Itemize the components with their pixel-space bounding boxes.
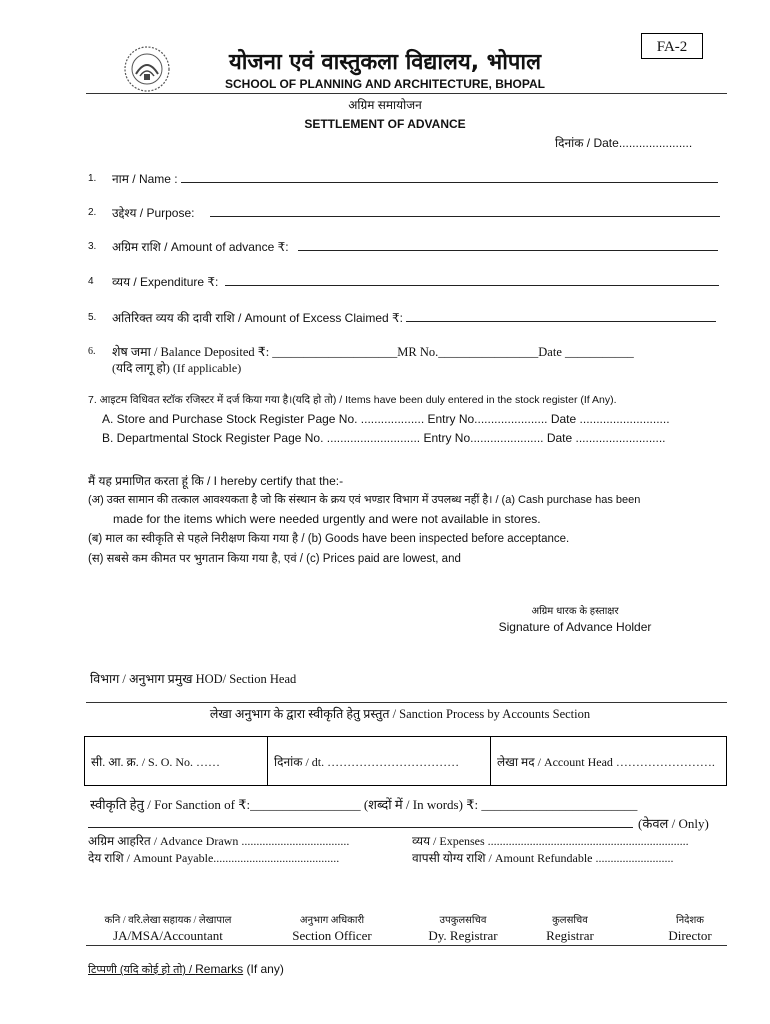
name-field[interactable] bbox=[181, 182, 718, 183]
field-number: 4 bbox=[88, 276, 94, 287]
remarks-suffix: (If any) bbox=[243, 962, 284, 976]
field-number: 6. bbox=[88, 346, 96, 357]
store-stock-register-line[interactable]: A. Store and Purchase Stock Register Page No. ................... Entry No...................... Date ........................... bbox=[102, 412, 670, 426]
signatory-director bbox=[640, 912, 740, 944]
stock-register-statement: 7. आइटम विधिवत स्टॉक रजिस्टर में दर्ज किया गया है।(यदि हो तो) / Items have been duly entered in the stock register (If Any). bbox=[88, 394, 617, 406]
amount-in-words-field[interactable] bbox=[88, 827, 633, 828]
so-number-cell[interactable]: सी. आ. क्र. / S. O. No. …… bbox=[85, 737, 268, 785]
if-applicable-note: (यदि लागू हो) (If applicable) bbox=[112, 361, 242, 375]
remarks-hindi: टिप्पणी (यदि कोई हो तो) / bbox=[88, 964, 196, 976]
field-number: 1. bbox=[88, 173, 97, 184]
departmental-stock-register-line[interactable]: B. Departmental Stock Register Page No. ............................ Entry No...................... Date ........................... bbox=[102, 431, 666, 445]
expenses-field[interactable]: व्यय / Expenses ................................................................... bbox=[412, 834, 689, 848]
certify-item-a-cont: made for the items which were needed urgently and were not available in stores. bbox=[113, 512, 541, 526]
certify-intro: मैं यह प्रमाणित करता हूं कि / I hereby certify that the:- bbox=[88, 474, 344, 488]
certify-item-a: (अ) उक्त सामान की तत्काल आवश्यकता है जो कि संस्थान के क्रय एवं भण्डार विभाग में उपलब्ध नहीं है। / (a) Cash purchase has been bbox=[88, 494, 641, 506]
signatory-section-officer bbox=[272, 912, 392, 944]
remarks-english: Remarks bbox=[195, 962, 244, 976]
signatory-dy-registrar bbox=[408, 912, 518, 944]
purpose-label: उद्देश्य / Purpose: bbox=[112, 206, 195, 220]
sanction-order-table bbox=[84, 736, 727, 786]
field-number: 3. bbox=[88, 241, 97, 252]
header-divider bbox=[86, 93, 727, 94]
advance-drawn-field[interactable]: अग्रिम आहरित / Advance Drawn .................................... bbox=[88, 834, 350, 848]
signatory-english: Section Officer bbox=[292, 928, 372, 943]
signatory-hindi: निदेशक bbox=[676, 915, 704, 926]
purpose-field[interactable] bbox=[210, 216, 720, 217]
date-cell[interactable]: दिनांक / dt. …………………………… bbox=[268, 737, 491, 785]
expenditure-field[interactable] bbox=[225, 285, 719, 286]
form-subtitle-english: SETTLEMENT OF ADVANCE bbox=[304, 117, 466, 131]
name-label: नाम / Name : bbox=[112, 172, 178, 186]
advance-amount-label: अग्रिम राशि / Amount of advance ₹: bbox=[112, 240, 289, 254]
footer-divider bbox=[86, 945, 727, 946]
only-label: (केवल / Only) bbox=[638, 816, 709, 831]
remarks-label[interactable] bbox=[88, 962, 284, 977]
signatory-english: Director bbox=[668, 928, 712, 943]
form-subtitle-hindi: अग्रिम समायोजन bbox=[348, 98, 422, 112]
field-number: 5. bbox=[88, 312, 97, 323]
amount-payable-field[interactable]: देय राशि / Amount Payable.......................................... bbox=[88, 851, 340, 865]
signatory-hindi: कुलसचिव bbox=[552, 915, 588, 926]
advance-holder-signature-label: Signature of Advance Holder bbox=[498, 620, 652, 634]
signatory-accountant bbox=[78, 912, 258, 944]
date-field[interactable]: दिनांक / Date...................... bbox=[555, 136, 693, 150]
account-head-cell[interactable]: लेखा मद / Account Head ……………………. bbox=[497, 754, 715, 769]
advance-holder-signature-hindi: अग्रिम धारक के हस्ताक्षर bbox=[531, 606, 619, 617]
field-number: 2. bbox=[88, 207, 97, 218]
sanction-section-heading: लेखा अनुभाग के द्वारा स्वीकृति हेतु प्रस्तुत / Sanction Process by Accounts Section bbox=[209, 707, 591, 721]
expenditure-label: व्यय / Expenditure ₹: bbox=[112, 275, 219, 289]
signatory-english: JA/MSA/Accountant bbox=[113, 928, 223, 943]
form-number: FA-2 bbox=[641, 33, 703, 59]
signatory-hindi: उपकुलसचिव bbox=[439, 915, 487, 926]
advance-amount-field[interactable] bbox=[298, 250, 718, 251]
signatory-hindi: अनुभाग अधिकारी bbox=[299, 915, 365, 926]
sanction-amount-line[interactable]: स्वीकृति हेतु / For Sanction of ₹:_________________ (शब्दों में / In words) ₹: ________________________ bbox=[90, 797, 638, 812]
certify-item-c: (स) सबसे कम कीमत पर भुगतान किया गया है, एवं / (c) Prices paid are lowest, and bbox=[88, 553, 461, 565]
balance-deposited-field[interactable]: शेष जमा / Balance Deposited ₹: ____________________MR No.________________Date ___________ bbox=[112, 345, 634, 359]
signatory-hindi: कनि / वरि.लेखा सहायक / लेखापाल bbox=[104, 915, 232, 926]
signatory-english: Dy. Registrar bbox=[428, 928, 498, 943]
section-divider bbox=[86, 702, 727, 703]
signatory-registrar bbox=[520, 912, 620, 944]
excess-claimed-label: अतिरिक्त व्यय की दावी राशि / Amount of Excess Claimed ₹: bbox=[112, 311, 403, 325]
institute-title-english: SCHOOL OF PLANNING AND ARCHITECTURE, BHOPAL bbox=[225, 77, 545, 91]
certify-item-b: (ब) माल का स्वीकृति से पहले निरीक्षण किया गया है / (b) Goods have been inspected before acceptance. bbox=[88, 533, 570, 545]
signatory-english: Registrar bbox=[546, 928, 594, 943]
institute-title-hindi: योजना एवं वास्तुकला विद्यालय, भोपाल bbox=[228, 50, 542, 75]
excess-claimed-field[interactable] bbox=[406, 321, 716, 322]
hod-signature-label: विभाग / अनुभाग प्रमुख HOD/ Section Head bbox=[90, 672, 297, 686]
amount-refundable-field[interactable]: वापसी योग्य राशि / Amount Refundable .......................... bbox=[412, 851, 674, 865]
